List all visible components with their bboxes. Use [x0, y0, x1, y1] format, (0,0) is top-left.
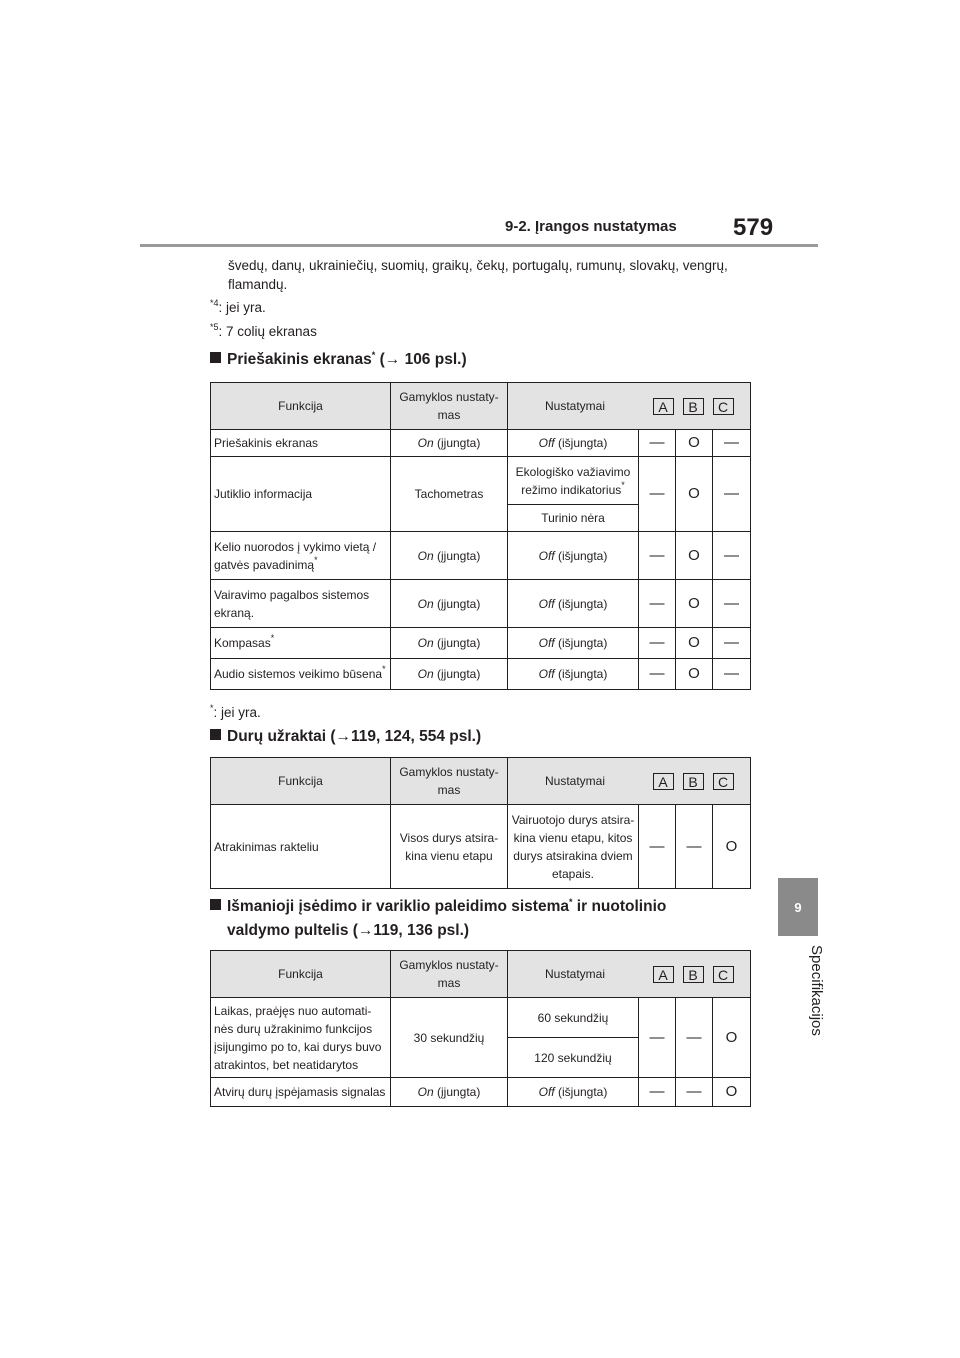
table-row: Jutiklio informacija Tachometras Ekologiško važiavimo režimo indikatorius* — O — [211, 457, 751, 505]
table-row: Priešakinis ekranas On (įjungta) Off (išjungta) — O — [211, 430, 751, 457]
table-row: Audio sistemos veikimo būsena* On (įjungta) Off (išjungta) — O — [211, 659, 751, 690]
chapter-tab: 9 [778, 878, 818, 936]
table-row: Atvirų durų įspėjamasis signalas On (įjungta) Off (išjungta) — — O [211, 1078, 751, 1107]
footnote-5: $^{*5}$: 7 colių ekranas [210, 322, 317, 339]
label-b: B [683, 398, 704, 415]
table-head-up-display [210, 382, 751, 690]
table-row: Vairavimo pagalbos sistemos ekraną. On (įjungta) Off (išjungta) — O — [211, 580, 751, 628]
col-settings: Nustatymai A B C [508, 383, 751, 430]
table-row: Laikas, praėjęs nuo automati- nės durų užrakinimo funkcijos įsijungimo po to, kai durys buvo atrakintos, bet neatidarytos 30 sekundžių 60 sekundžių — — O [211, 998, 751, 1038]
chapter-label: Specifikacijos [808, 945, 825, 1036]
intro-line-1: švedų, danų, ukrainiečių, suomių, graikų, čekų, portugalų, rumunų, slovakų, vengrų, [228, 258, 728, 273]
footnote-star: *: jei yra. [210, 703, 261, 720]
intro-line-2: flamandų. [228, 277, 288, 292]
header-rule [140, 244, 818, 247]
label-b: B [683, 966, 704, 983]
col-default: Gamyklos nustaty- mas [391, 383, 508, 430]
table-header-row: Funkcija Gamyklos nustaty- mas Nustatymai A B C [211, 951, 751, 998]
label-a: A [653, 398, 674, 415]
bullet-square-icon [210, 352, 221, 363]
table-row: 120 sekundžių [211, 1038, 751, 1078]
bullet-square-icon [210, 899, 221, 910]
table-row: Kelio nuorodos į vykimo vietą / gatvės pavadinimą* On (įjungta) Off (išjungta) — O — [211, 532, 751, 580]
table-row: Turinio nėra [211, 505, 751, 532]
table-row: Kompasas* On (įjungta) Off (išjungta) — O — [211, 628, 751, 659]
label-c: C [713, 773, 734, 790]
table-header-row [211, 383, 751, 430]
heading-smart-entry: Išmanioji įsėdimo ir variklio paleidimo sistema* ir nuotolinio [210, 895, 666, 919]
label-a: A [653, 773, 674, 790]
footnote-4: $^{*4}$: jei yra. [210, 298, 266, 315]
table-door-locks [210, 757, 751, 889]
table-smart-entry [210, 950, 751, 1107]
heading-door-locks: Durų užraktai (→119, 124, 554 psl.) [210, 725, 481, 749]
section-title: 9-2. Įrangos nustatymas [505, 218, 677, 235]
page-number: 579 [733, 214, 774, 241]
heading-smart-entry-line-2: valdymo pultelis (→119, 136 psl.) [227, 922, 470, 939]
label-a: A [653, 966, 674, 983]
table-header-row: Funkcija Gamyklos nustaty- mas Nustatymai A B C [211, 758, 751, 805]
table-row: Atrakinimas rakteliu Visos durys atsira- kina vienu etapu Vairuotojo durys atsira- kina vienu etapu, kitos durys atsirakina dviem etapais. — — O [211, 805, 751, 889]
bullet-square-icon [210, 729, 221, 740]
label-b: B [683, 773, 704, 790]
col-funkcija: Funkcija [211, 383, 391, 430]
heading-head-up-display: Priešakinis ekranas* (→ 106 psl.) [210, 348, 467, 372]
label-c: C [713, 966, 734, 983]
label-c: C [713, 398, 734, 415]
